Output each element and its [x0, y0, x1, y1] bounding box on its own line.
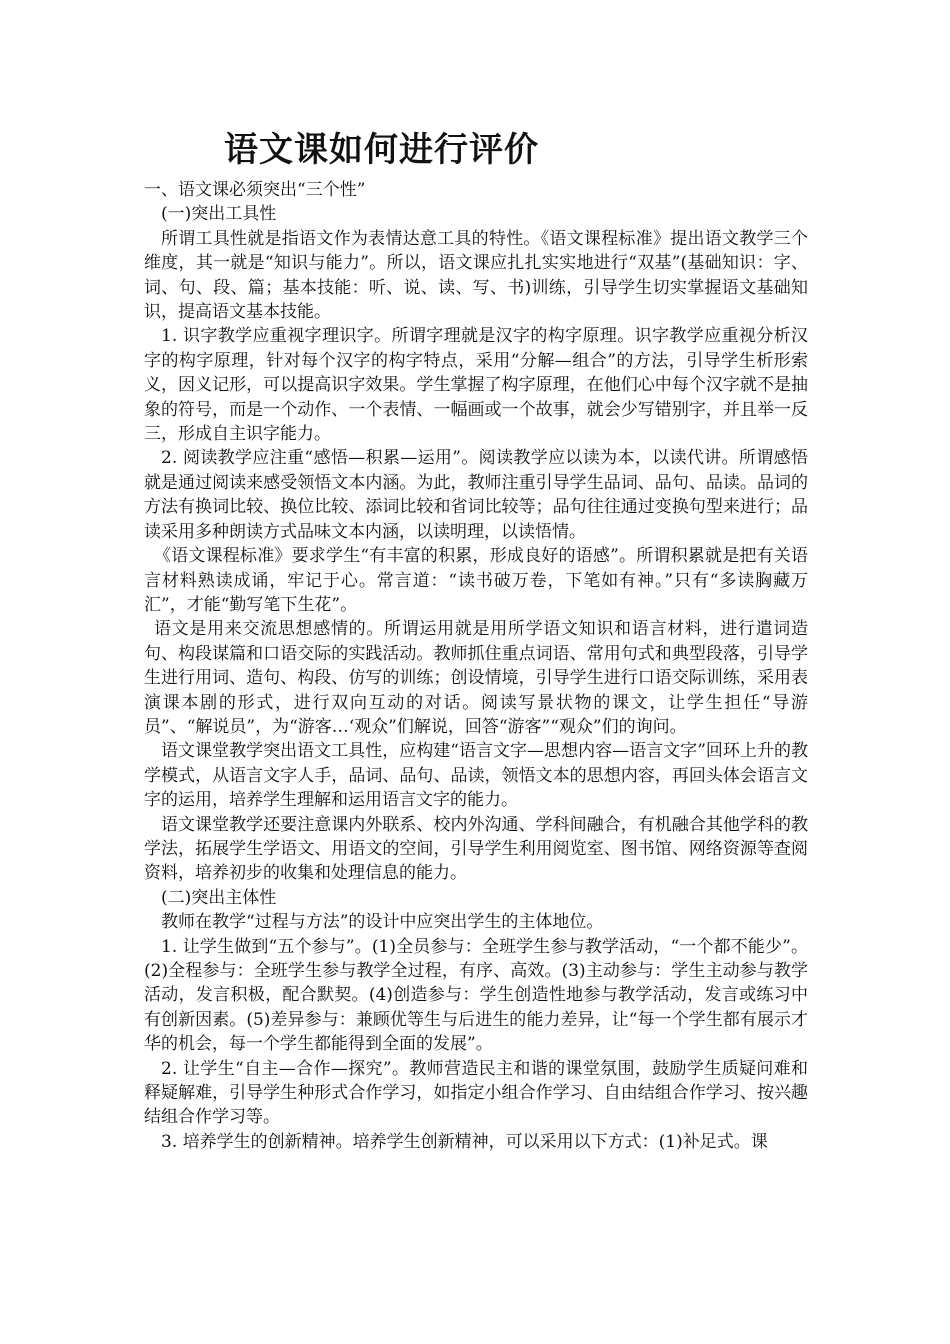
paragraph: 1. 识字教学应重视字理识字。所谓字理就是汉字的构字原理。识字教学应重视分析汉字的构字原理，针对每个汉字的构字特点，采用“分解—组合”的方法，引导学生析形索义，因义记形，可以提高识字效果。学生掌握了构字原理，在他们心中每个汉字就不是抽象的符号，而是一个动作、一个表情、一幅画或一个故事，就会少写错别字，并且举一反三，形成自主识字能力。 — [144, 326, 808, 445]
paragraph: 语文课堂教学突出语文工具性，应构建“语言文字—思想内容—语言文字”回环上升的教学模式，从语言文字人手，品词、品句、品读，领悟文本的思想内容，再回头体会语言文字的运用，培养学生理解和运用语言文字的能力。 — [144, 741, 808, 811]
paragraph: (二)突出主体性 — [161, 887, 277, 908]
paragraph: (一)突出工具性 — [161, 204, 277, 225]
paragraph: 2. 阅读教学应注重“感悟—积累—运用”。阅读教学应以读为本，以读代讲。所谓感悟就是通过阅读来感受领悟文本内涵。为此，教师注重引导学生品词、品句、品读。品词的方法有换词比较、换位比较、添词比较和省词比较等；品句往往通过变换句型来进行；品读采用多种朗读方式品味文本内涵，以读明理，以读悟情。 — [144, 448, 808, 542]
paragraph: 3. 培养学生的创新精神。培养学生创新精神，可以采用以下方式：(1)补足式。课 — [161, 1131, 768, 1152]
page-title: 语文课如何进行评价 — [224, 130, 539, 170]
paragraph: 1. 让学生做到“五个参与”。(1)全员参与：全班学生参与教学活动，“一个都不能少”。(2)全程参与：全班学生参与教学全过程，有序、高效。(3)主动参与：学生主动参与教学活动，发言积极，配合默契。(4)创造参与：学生创造性地参与教学活动，发言或练习中有创新因素。(5)差异参与：兼顾优等生与后进生的能力差异，让“每一个学生都有展示才华的机会，每一个学生都能得到全面的发展”。 — [144, 936, 808, 1055]
paragraph: 《语文课程标准》要求学生“有丰富的积累，形成良好的语感”。所谓积累就是把有关语言材料熟读成诵，牢记于心。常言道：“读书破万卷，下笔如有神。”只有“多读胸藏万汇”，才能“勤写笔下生花”。 — [144, 546, 808, 615]
paragraph: 教师在教学“过程与方法”的设计中应突出学生的主体地位。 — [161, 912, 604, 933]
paragraph: 所谓工具性就是指语文作为表情达意工具的特性。《语文课程标准》提出语文教学三个维度，其一就是“知识与能力”。所以，语文课应扎扎实实地进行“双基”(基础知识：字、词、句、段、篇；基本技能：听、说、读、写、书)训练，引导学生切实掌握语文基础知识，提高语文基本技能。 — [144, 228, 808, 323]
document-body — [144, 178, 808, 1154]
paragraph: 语文是用来交流思想感情的。所谓运用就是用所学语文知识和语言材料，进行遣词造句、构段谋篇和口语交际的实践活动。教师抓住重点词语、常用句式和典型段落，引导学生进行用词、造句、构段、仿写的训练；创设情境，引导学生进行口语交际训练，采用表演课本剧的形式，进行双向互动的对话。阅读写景状物的课文，让学生担任“导游员”、“解说员”，为“游客…‘观众”们解说，回答“游客”“观众”们的询问。 — [144, 619, 808, 737]
paragraph: 语文课堂教学还要注意课内外联系、校内外沟通、学科间融合，有机融合其他学科的教学法，拓展学生学语文、用语文的空间，引导学生利用阅览室、图书馆、网络资源等查阅资料，培养初步的收集和处理信息的能力。 — [144, 814, 808, 884]
paragraph: 2. 让学生“自主—合作—探究”。教师营造民主和谐的课堂氛围，鼓励学生质疑问难和释疑解难，引导学生种形式合作学习，如指定小组合作学习、自由结组合作学习、按兴趣结组合作学习等。 — [144, 1058, 808, 1128]
document-page — [144, 128, 808, 1154]
paragraph: 一、语文课必须突出“三个性” — [144, 180, 366, 200]
